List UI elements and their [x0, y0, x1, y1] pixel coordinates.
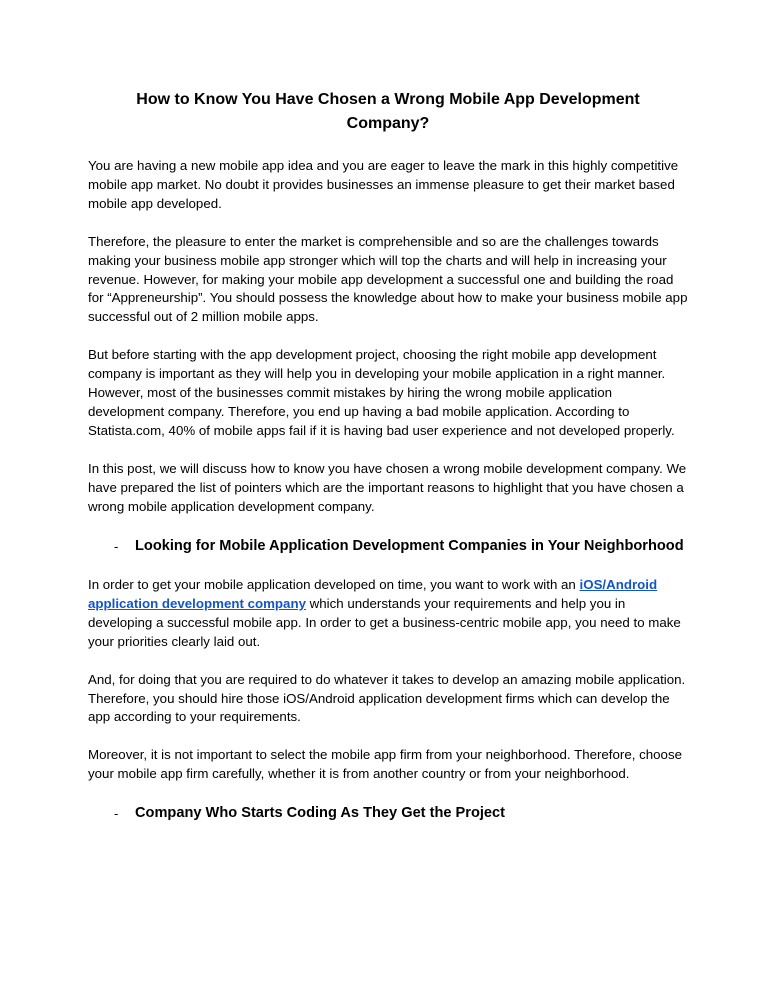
dash-bullet: - [114, 806, 119, 822]
page-title: How to Know You Have Chosen a Wrong Mobile App Development Company? [136, 91, 640, 132]
section-heading-text: Company Who Starts Coding As They Get the Project [135, 805, 506, 822]
paragraph-post-overview: In this post, we will discuss how to know you have chosen a wrong mobile development company. We have prepared the list of pointers which are the important reasons to highlight that you have chosen a wrong mobile application development company. [88, 460, 687, 514]
section-heading-neighborhood [88, 536, 688, 558]
paragraph-choosing-company: But before starting with the app development project, choosing the right mobile app development company is important as they will help you in developing your mobile application in a right manner. However, most of the businesses commit mistakes by hiring the wrong mobile application development company. Therefore, you end up having a bad mobile application. According to Statista.com, 40% of mobile apps fail if it is having bad user experience and not developed properly. [88, 347, 675, 438]
paragraph-text: which understands your requirements and help you in developing a successful mobile app. In order to get a business-centric mobile app, you need to make your priorities clearly laid out. [88, 595, 681, 649]
dash-bullet: - [114, 538, 119, 554]
ios-android-link[interactable]: iOS/Android application development company [88, 577, 658, 611]
paragraph-neighborhood: Moreover, it is not important to select the mobile app firm from your neighborhood. Therefore, choose your mobile app firm carefully, whether it is from another country or from your neighborhood. [88, 747, 682, 782]
paragraph-ios-android [88, 576, 688, 652]
section-heading-text: Looking for Mobile Application Development Companies in Your Neighborhood [135, 537, 684, 554]
paragraph-hire-firms: And, for doing that you are required to do whatever it takes to develop an amazing mobile application. Therefore, you should hire those iOS/Android application development firms which can develop the app according to your requirements. [88, 671, 686, 725]
paragraph-intro: You are having a new mobile app idea and you are eager to leave the mark in this highly competitive mobile app market. No doubt it provides businesses an immense pleasure to get their market based mobile app developed. [88, 158, 679, 211]
section-heading-coding [88, 803, 688, 825]
paragraph-challenges: Therefore, the pleasure to enter the market is comprehensible and so are the challenges towards making your business mobile app stronger which will top the charts and will help in increasing your revenue. However, for making your mobile app development a successful one and building the road for “Appreneurship”. You should possess the knowledge about how to make your business mobile app successful out of 2 million mobile apps. [88, 233, 688, 325]
paragraph-text: In order to get your mobile application developed on time, you want to work with an [88, 577, 580, 592]
